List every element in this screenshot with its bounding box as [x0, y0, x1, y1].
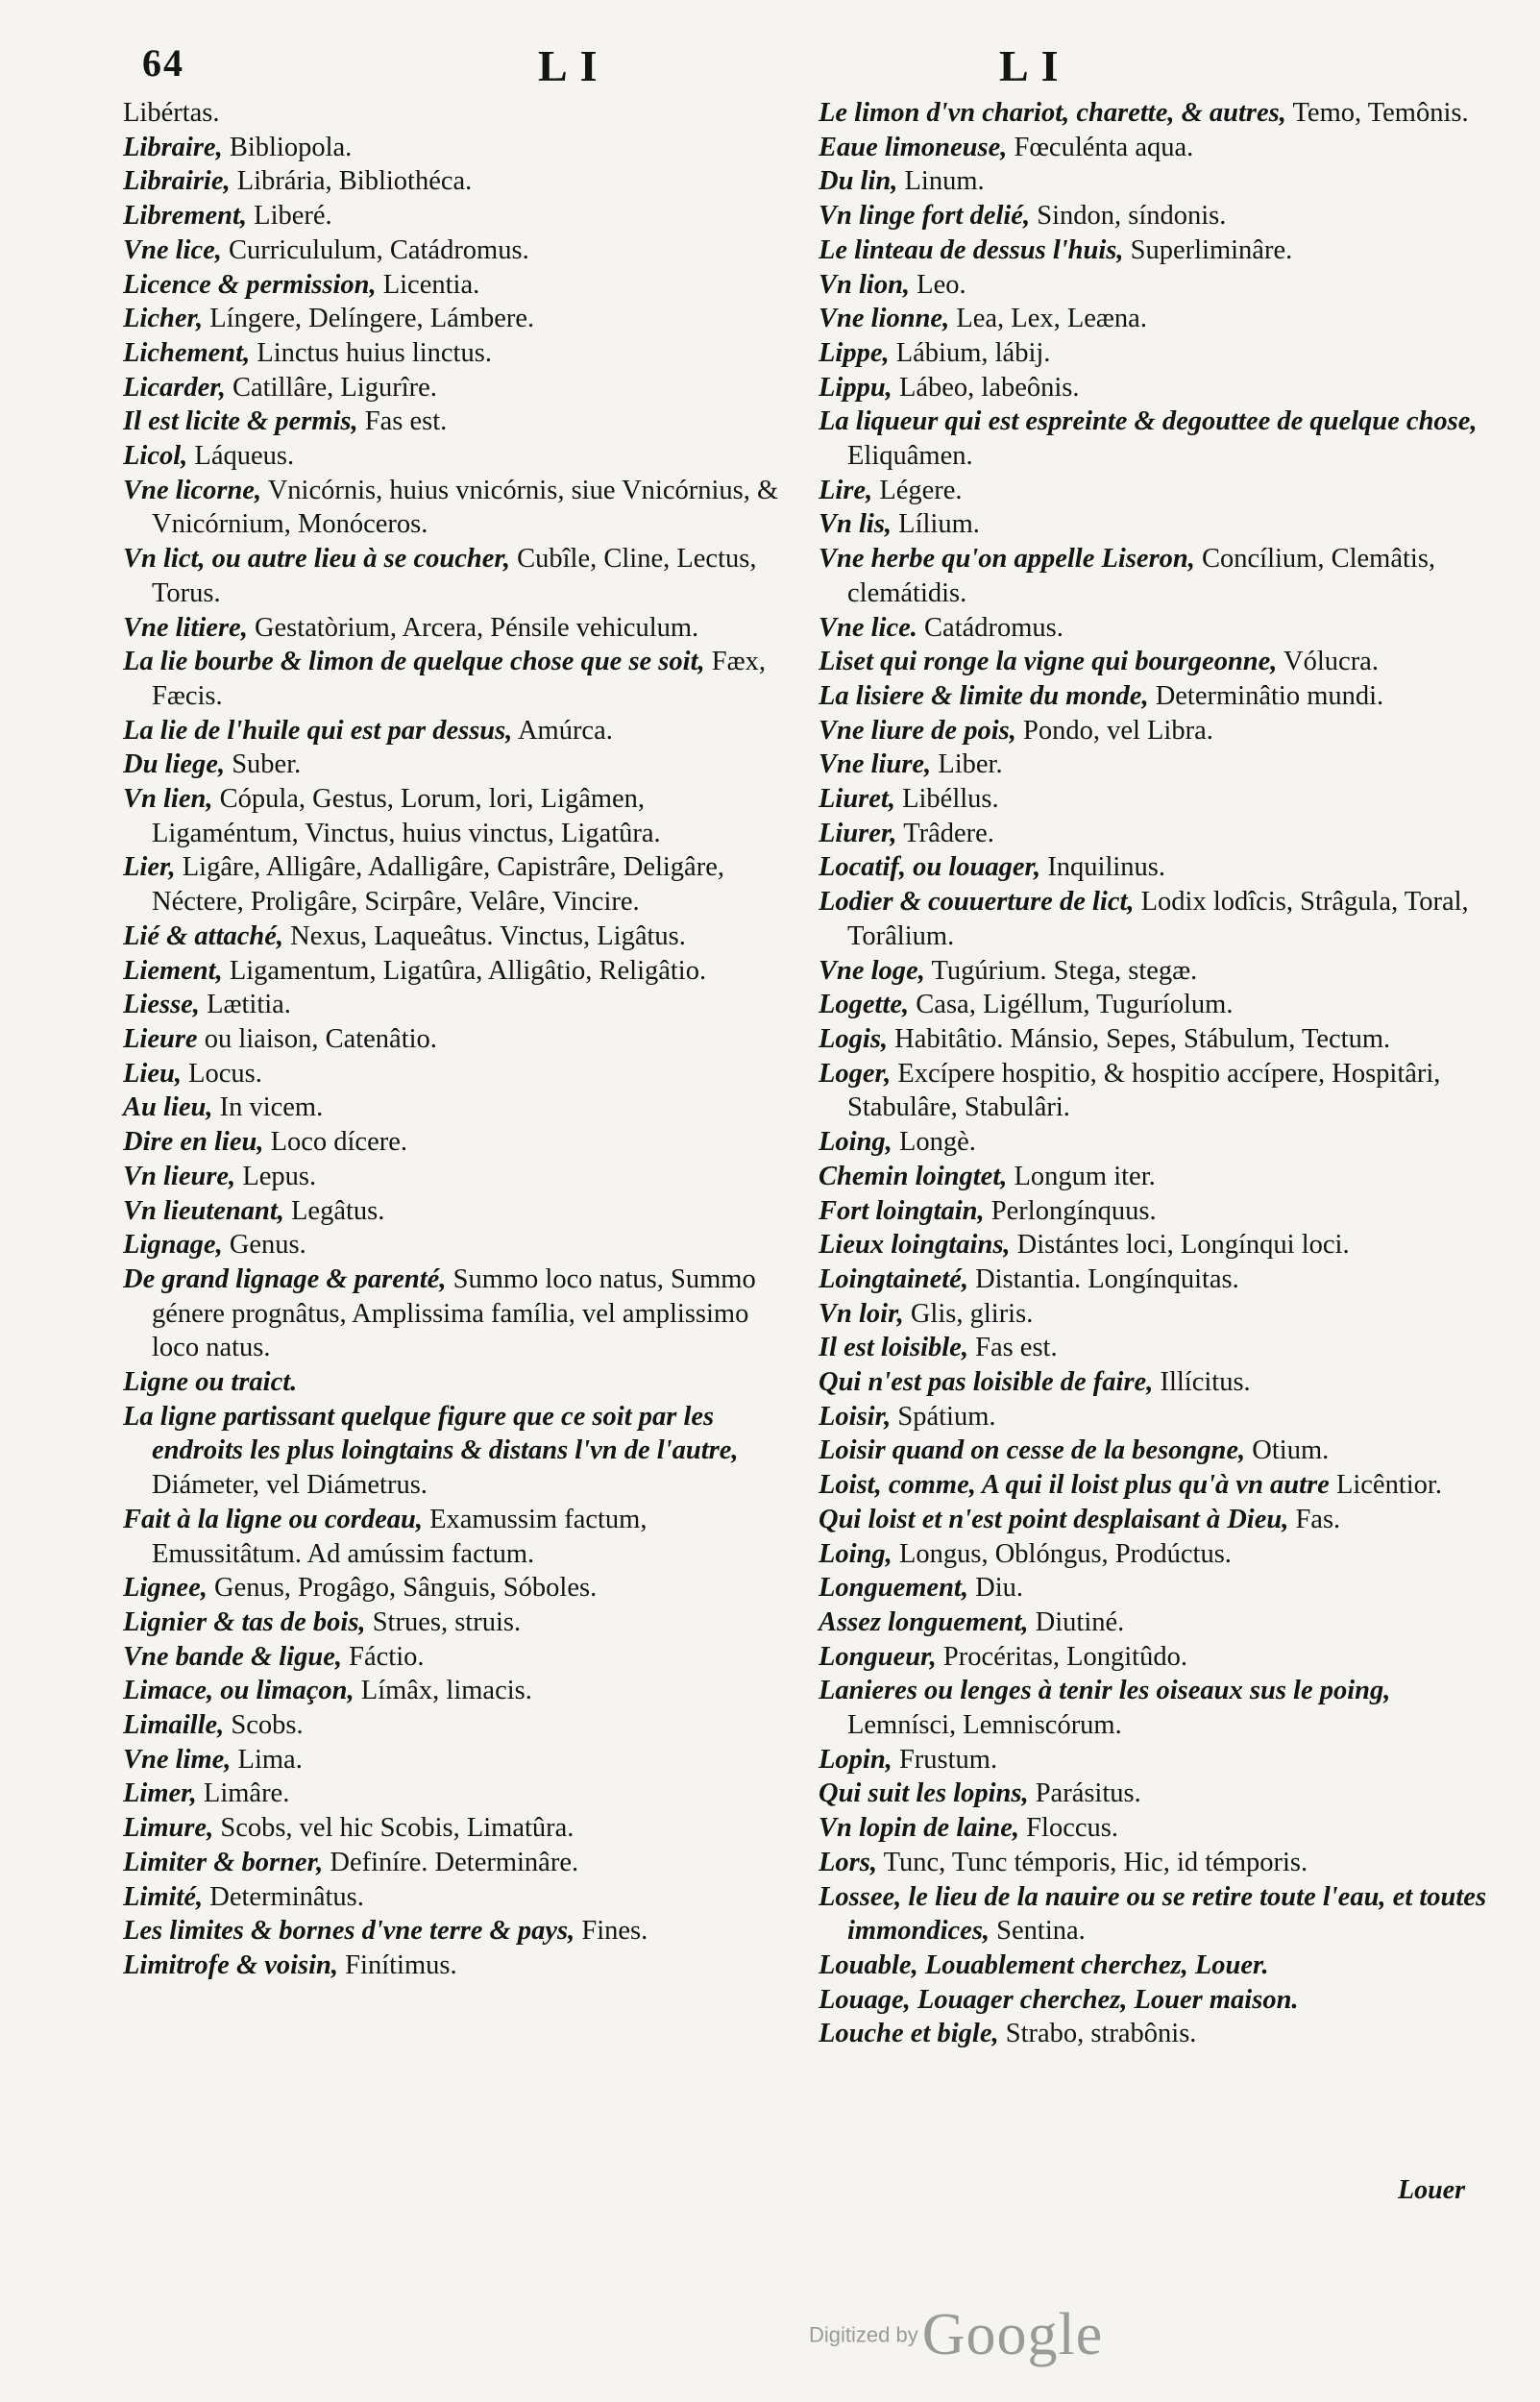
dictionary-entry [819, 1777, 1501, 1811]
dictionary-entry [819, 507, 1501, 542]
dictionary-entry [123, 1640, 795, 1675]
dictionary-entry [819, 714, 1501, 748]
french-headword: La lie bourbe & limon de quelque chose que se soit, [123, 647, 705, 677]
latin-equivalent: Inquilinus. [1047, 852, 1166, 883]
latin-equivalent: Floccus. [1026, 1813, 1118, 1844]
french-headword: De grand lignage & parenté, [123, 1263, 447, 1294]
french-headword: Fort loingtain, [819, 1195, 985, 1226]
latin-equivalent: Lábeo, labeônis. [898, 372, 1080, 403]
latin-equivalent: Finítimus. [345, 1949, 457, 1980]
french-headword: Assez longuement, [819, 1606, 1029, 1637]
latin-equivalent: ou liaison, Catenâtio. [204, 1023, 437, 1054]
french-headword: Vn lion, [819, 269, 911, 300]
dictionary-entry [819, 1811, 1501, 1846]
dictionary-entry [123, 611, 795, 646]
running-head-right: L I [999, 41, 1061, 90]
latin-equivalent: Superliminâre. [1130, 234, 1293, 265]
dictionary-entry [819, 645, 1501, 679]
latin-equivalent: Fæx, Fæcis. [152, 647, 766, 711]
dictionary-entry [123, 1811, 795, 1846]
latin-equivalent: Curricululum, Catádromus. [229, 234, 529, 265]
french-headword: Les limites & bornes d'vne terre & pays, [123, 1916, 575, 1947]
dictionary-entry [819, 885, 1501, 953]
dictionary-entry [123, 954, 795, 989]
dictionary-entry [123, 1880, 795, 1915]
french-headword: Lippu, [819, 372, 892, 403]
french-headword: Qui n'est pas loisible de faire, [819, 1367, 1154, 1398]
french-headword: Lier, [123, 852, 176, 883]
latin-equivalent: Otium. [1252, 1435, 1330, 1466]
digitized-by-footer [809, 2301, 1103, 2369]
french-headword: Vne lionne, [819, 304, 950, 334]
latin-equivalent: Strabo, strabônis. [1005, 2019, 1197, 2049]
dictionary-entry [819, 164, 1501, 199]
latin-equivalent: Lætitia. [207, 990, 291, 1020]
dictionary-entry [819, 1503, 1501, 1537]
french-headword: Limer, [123, 1778, 197, 1809]
french-headword: Loisir quand on cesse de la besongne, [819, 1435, 1246, 1466]
french-headword: Librement, [123, 201, 248, 232]
french-headword: Lignage, [123, 1230, 223, 1261]
dictionary-entry [819, 817, 1501, 851]
dictionary-entry [123, 988, 795, 1022]
latin-equivalent: Fáctio. [349, 1641, 425, 1672]
latin-equivalent: Bibliopola. [229, 132, 353, 162]
latin-equivalent: Légere. [879, 475, 963, 505]
french-headword: Liurer, [819, 818, 897, 848]
digitized-by-text: Digitized by [809, 2322, 918, 2347]
latin-equivalent: Pondo, vel Libra. [1022, 715, 1213, 746]
french-headword: Licarder, [123, 372, 226, 403]
latin-equivalent: Procéritas, Longitûdo. [942, 1641, 1187, 1672]
french-headword: Louage, Louager cherchez, Louer maison. [819, 1984, 1299, 2015]
french-headword: Logette, [819, 990, 910, 1020]
latin-equivalent: Láqueus. [194, 441, 295, 472]
latin-equivalent: Cópula, Gestus, Lorum, lori, Ligâmen, Ligaméntum, Vinctus, huius vinctus, Ligatûra. [152, 784, 661, 848]
latin-equivalent: Libértas. [123, 98, 220, 128]
french-headword: Le linteau de dessus l'huis, [819, 234, 1124, 265]
latin-equivalent: Glis, gliris. [910, 1298, 1034, 1329]
dictionary-entry [819, 131, 1501, 165]
french-headword: Loger, [819, 1058, 892, 1089]
left-column [123, 96, 795, 1983]
latin-equivalent: Suber. [232, 749, 302, 780]
latin-equivalent: Trâdere. [903, 818, 994, 848]
dictionary-entry [819, 2017, 1501, 2051]
latin-equivalent: Parásitus. [1035, 1778, 1141, 1809]
french-headword: Longuement, [819, 1573, 968, 1604]
latin-equivalent: Legâtus. [291, 1195, 385, 1226]
dictionary-entry [819, 199, 1501, 233]
dictionary-entry [123, 1503, 795, 1571]
french-headword: Logis, [819, 1023, 889, 1054]
french-headword: Loing, [819, 1538, 892, 1569]
french-headword: Lichement, [123, 337, 251, 368]
dictionary-entry [819, 1331, 1501, 1365]
dictionary-entry [123, 1365, 795, 1400]
dictionary-entry [819, 96, 1501, 131]
latin-equivalent: Libéllus. [902, 784, 999, 815]
french-headword: Liement, [123, 955, 223, 986]
latin-equivalent: Strues, struis. [372, 1606, 522, 1637]
latin-equivalent: Liberé. [254, 201, 332, 232]
french-headword: Vn lict, ou autre lieu à se coucher, [123, 544, 510, 575]
french-headword: Vn loir, [819, 1298, 904, 1329]
french-headword: Vne litiere, [123, 612, 248, 643]
dictionary-entry [819, 371, 1501, 405]
french-headword: Vn lieutenant, [123, 1195, 284, 1226]
french-headword: Limitrofe & voisin, [123, 1949, 339, 1980]
latin-equivalent: Catádromus. [924, 612, 1063, 643]
dictionary-entry [123, 542, 795, 610]
dictionary-entry [123, 164, 795, 199]
french-headword: Lippe, [819, 337, 890, 368]
latin-equivalent: Perlongínquus. [990, 1195, 1157, 1226]
dictionary-entry [123, 233, 795, 268]
latin-equivalent: Examussim factum, Emussitâtum. Ad amússim factum. [152, 1504, 648, 1569]
latin-equivalent: Lemnísci, Lemniscórum. [847, 1710, 1122, 1741]
french-headword: Lodier & couuerture de lict, [819, 887, 1135, 918]
latin-equivalent: Genus, Progâgo, Sânguis, Sóboles. [213, 1573, 598, 1604]
latin-equivalent: Fas est. [364, 406, 448, 437]
dictionary-entry [819, 1434, 1501, 1468]
dictionary-entry [819, 1057, 1501, 1125]
latin-equivalent: Summo loco natus, Summo génere prognâtus, Amplissima família, vel amplissimo loco natus. [152, 1263, 756, 1363]
dictionary-entry [819, 336, 1501, 371]
dictionary-entry [123, 748, 795, 782]
dictionary-entry [819, 1194, 1501, 1229]
french-headword: Au lieu, [123, 1092, 213, 1123]
dictionary-entry [819, 1022, 1501, 1057]
latin-equivalent: Fines. [581, 1916, 648, 1947]
french-headword: Eaue limoneuse, [819, 132, 1008, 162]
dictionary-entry [123, 645, 795, 713]
dictionary-entry [123, 96, 795, 131]
french-headword: Lié & attaché, [123, 920, 284, 951]
latin-equivalent: Illícitus. [1160, 1367, 1251, 1398]
dictionary-entry [123, 1125, 795, 1160]
latin-equivalent: Lima. [237, 1744, 303, 1775]
french-headword: Limiter & borner, [123, 1847, 324, 1877]
french-headword: Vne liure, [819, 749, 932, 780]
latin-equivalent: Sentina. [996, 1916, 1086, 1947]
dictionary-entry [819, 302, 1501, 336]
french-headword: Loing, [819, 1127, 892, 1158]
google-logo: Google [921, 2302, 1104, 2367]
dictionary-entry [123, 1743, 795, 1777]
french-headword: Vn linge fort delié, [819, 201, 1031, 232]
latin-equivalent: Sindon, síndonis. [1037, 201, 1227, 232]
french-headword: Louable, Louablement cherchez, Louer. [819, 1949, 1269, 1980]
french-headword: Lors, [819, 1847, 877, 1877]
latin-equivalent: Longum iter. [1014, 1161, 1156, 1191]
dictionary-entry [819, 1571, 1501, 1605]
latin-equivalent: Diu. [975, 1573, 1023, 1604]
dictionary-entry [819, 954, 1501, 989]
french-headword: Lire, [819, 475, 873, 505]
french-headword: Licol, [123, 441, 188, 472]
latin-equivalent: Lea, Lex, Leæna. [956, 304, 1147, 334]
dictionary-entry [819, 611, 1501, 646]
french-headword: Loingtaineté, [819, 1263, 968, 1294]
dictionary-entry [123, 268, 795, 303]
latin-equivalent: Amúrca. [517, 715, 613, 746]
latin-equivalent: Ligâre, Alligâre, Adalligâre, Capistrâre, Deligâre, Néctere, Proligâre, Scirpâre, Velâre, Vincire. [152, 852, 724, 918]
latin-equivalent: Temo, Temônis. [1292, 98, 1469, 128]
dictionary-entry [123, 1228, 795, 1262]
french-headword: Vne bande & ligue, [123, 1641, 343, 1672]
french-headword: Vne licorne, [123, 475, 262, 505]
french-headword: Lignier & tas de bois, [123, 1606, 366, 1637]
dictionary-entry [819, 1160, 1501, 1194]
french-headword: Licence & permission, [123, 269, 377, 300]
dictionary-entry [819, 1605, 1501, 1640]
dictionary-entry [819, 1640, 1501, 1675]
latin-equivalent: Limâre. [203, 1778, 290, 1809]
dictionary-entry [123, 850, 795, 919]
french-headword: Le limon d'vn chariot, charette, & autres, [819, 98, 1286, 128]
french-headword: Longueur, [819, 1641, 937, 1672]
french-headword: Lieure [123, 1023, 198, 1054]
french-headword: Vne lice, [123, 234, 222, 265]
dictionary-entry [123, 1571, 795, 1605]
french-headword: Liesse, [123, 990, 200, 1020]
dictionary-entry [819, 1228, 1501, 1262]
dictionary-entry [123, 199, 795, 233]
dictionary-entry [819, 404, 1501, 473]
dictionary-entry [819, 1846, 1501, 1880]
dictionary-entry [819, 1400, 1501, 1434]
latin-equivalent: Locus. [188, 1058, 262, 1089]
dictionary-entry [123, 371, 795, 405]
dictionary-entry [819, 988, 1501, 1022]
latin-equivalent: Límâx, limacis. [360, 1676, 532, 1706]
latin-equivalent: Eliquâmen. [847, 441, 973, 472]
latin-equivalent: Longus, Oblóngus, Prodúctus. [898, 1538, 1232, 1569]
dictionary-entry [819, 233, 1501, 268]
latin-equivalent: Lodix lodîcis, Strâgula, Toral, Torâlium. [847, 887, 1469, 951]
dictionary-entry [819, 1297, 1501, 1332]
latin-equivalent: Loco dícere. [270, 1127, 407, 1158]
french-headword: Du liege, [123, 749, 226, 780]
latin-equivalent: Distántes loci, Longínqui loci. [1016, 1230, 1350, 1261]
french-headword: Locatif, ou louager, [819, 852, 1041, 883]
latin-equivalent: Licêntior. [1335, 1470, 1442, 1501]
latin-equivalent: Determinâtio mundi. [1155, 680, 1384, 711]
dictionary-entry [819, 474, 1501, 508]
latin-equivalent: Scobs, vel hic Scobis, Limatûra. [220, 1813, 574, 1844]
latin-equivalent: Catillâre, Ligurîre. [232, 372, 437, 403]
latin-equivalent: Lábium, lábij. [895, 337, 1051, 368]
dictionary-entry [123, 919, 795, 954]
french-headword: Limaille, [123, 1710, 225, 1741]
dictionary-entry [819, 1365, 1501, 1400]
latin-equivalent: Ligamentum, Ligatûra, Alligâtio, Religâtio. [229, 955, 707, 986]
dictionary-entry [819, 748, 1501, 782]
french-headword: Qui suit les lopins, [819, 1778, 1029, 1809]
dictionary-entry [123, 336, 795, 371]
french-headword: Du lin, [819, 166, 898, 197]
dictionary-entry [123, 1605, 795, 1640]
latin-equivalent: Vnicórnis, huius vnicórnis, siue Vnicórnius, & Vnicórnium, Monóceros. [152, 475, 779, 540]
french-headword: Limace, ou limaçon, [123, 1676, 354, 1706]
dictionary-entry [819, 1949, 1501, 1983]
dictionary-entry [123, 1057, 795, 1091]
french-headword: Liuret, [819, 784, 895, 815]
latin-equivalent: Excípere hospitio, & hospitio accípere, Hospitâri, Stabulâre, Stabulâri. [847, 1058, 1441, 1123]
french-headword: La lie de l'huile qui est par dessus, [123, 715, 513, 746]
dictionary-entry [819, 679, 1501, 714]
dictionary-entry [123, 1262, 795, 1365]
french-headword: Vn lieure, [123, 1161, 236, 1191]
catchword: Louer [1398, 2175, 1465, 2205]
dictionary-entry [123, 1674, 795, 1708]
latin-equivalent: Gestatòrium, Arcera, Pénsile vehiculum. [254, 612, 699, 643]
french-headword: Vn lopin de laine, [819, 1813, 1020, 1844]
latin-equivalent: Liber. [938, 749, 1003, 780]
french-headword: Lieux loingtains, [819, 1230, 1011, 1261]
french-headword: Vn lien, [123, 784, 213, 815]
dictionary-entry [123, 1708, 795, 1743]
latin-equivalent: Nexus, Laqueâtus. Vinctus, Ligâtus. [290, 920, 686, 951]
dictionary-entry [123, 302, 795, 336]
dictionary-entry [123, 1914, 795, 1949]
latin-equivalent: Definíre. Determinâre. [330, 1847, 579, 1877]
dictionary-entry [123, 474, 795, 542]
latin-equivalent: Leo. [917, 269, 966, 300]
latin-equivalent: Librária, Bibliothéca. [236, 166, 473, 197]
latin-equivalent: Lepus. [242, 1161, 317, 1191]
french-headword: Lossee, le lieu de la nauire ou se retire toute l'eau, et toutes immondices, [819, 1881, 1487, 1947]
latin-equivalent: Fas est. [975, 1333, 1058, 1363]
french-headword: Vne liure de pois, [819, 715, 1016, 746]
dictionary-entry [819, 782, 1501, 817]
dictionary-entry [123, 1160, 795, 1194]
latin-equivalent: Scobs. [231, 1710, 304, 1741]
latin-equivalent: Linctus huius linctus. [257, 337, 492, 368]
french-headword: Qui loist et n'est point desplaisant à Dieu, [819, 1504, 1289, 1534]
french-headword: Limure, [123, 1813, 214, 1844]
latin-equivalent: Fœculénta aqua. [1014, 132, 1194, 162]
french-headword: Limité, [123, 1881, 204, 1912]
french-headword: Chemin loingtet, [819, 1161, 1008, 1191]
french-headword: Ligne ou traict. [123, 1367, 298, 1398]
french-headword: Licher, [123, 304, 204, 334]
latin-equivalent: Linum. [904, 166, 985, 197]
french-headword: Il est loisible, [819, 1333, 968, 1363]
french-headword: La lisiere & limite du monde, [819, 680, 1149, 711]
dictionary-entry [819, 542, 1501, 610]
dictionary-entry [123, 131, 795, 165]
dictionary-entry [819, 1880, 1501, 1949]
latin-equivalent: In vicem. [219, 1092, 324, 1123]
french-headword: Dire en lieu, [123, 1127, 264, 1158]
latin-equivalent: Genus. [229, 1230, 306, 1261]
latin-equivalent: Fas. [1295, 1504, 1341, 1534]
latin-equivalent: Tugúrium. Stega, stegæ. [931, 955, 1198, 986]
latin-equivalent: Spátium. [897, 1401, 996, 1432]
dictionary-entry [123, 1846, 795, 1880]
latin-equivalent: Lílium. [898, 509, 980, 540]
dictionary-entry [819, 1537, 1501, 1572]
french-headword: La liqueur qui est espreinte & degouttee de quelque chose, [819, 406, 1478, 437]
french-headword: Il est licite & permis, [123, 406, 358, 437]
dictionary-entry [819, 1743, 1501, 1777]
dictionary-entry [819, 1468, 1501, 1503]
latin-equivalent: Tunc, Tunc témporis, Hic, id témporis. [883, 1847, 1308, 1877]
french-headword: Librairie, [123, 166, 231, 197]
latin-equivalent: Vólucra. [1283, 647, 1379, 677]
latin-equivalent: Licentia. [382, 269, 480, 300]
latin-equivalent: Cubîle, Cline, Lectus, Torus. [152, 544, 757, 608]
french-headword: Libraire, [123, 132, 223, 162]
dictionary-entry [819, 1674, 1501, 1742]
french-headword: Fait à la ligne ou cordeau, [123, 1504, 423, 1534]
french-headword: Vne lice. [819, 612, 917, 643]
latin-equivalent: Diutiné. [1035, 1606, 1125, 1637]
french-headword: Loist, comme, A qui il loist plus qu'à vn autre [819, 1470, 1330, 1501]
french-headword: Lopin, [819, 1744, 892, 1775]
latin-equivalent: Distantia. Longínquitas. [975, 1263, 1239, 1294]
french-headword: Loisir, [819, 1401, 892, 1432]
dictionary-entry [123, 439, 795, 474]
dictionary-entry [819, 1983, 1501, 2018]
french-headword: Louche et bigle, [819, 2019, 999, 2049]
dictionary-entry [123, 1400, 795, 1503]
french-headword: Liset qui ronge la vigne qui bourgeonne, [819, 647, 1278, 677]
dictionary-entry [819, 268, 1501, 303]
dictionary-entry [123, 1022, 795, 1057]
french-headword: Vne loge, [819, 955, 925, 986]
dictionary-entry [123, 404, 795, 439]
french-headword: Vne herbe qu'on appelle Liseron, [819, 544, 1195, 575]
french-headword: Lignee, [123, 1573, 208, 1604]
page-number: 64 [142, 41, 184, 85]
latin-equivalent: Concílium, Clemâtis, clemátidis. [847, 544, 1436, 608]
french-headword: Vne lime, [123, 1744, 232, 1775]
latin-equivalent: Determinâtus. [209, 1881, 364, 1912]
french-headword: Lieu, [123, 1058, 182, 1089]
dictionary-entry [123, 1091, 795, 1125]
dictionary-entry [123, 782, 795, 850]
running-head-left: L I [538, 41, 599, 90]
latin-equivalent: Habitâtio. Mánsio, Sepes, Stábulum, Tectum. [894, 1023, 1391, 1054]
dictionary-entry [819, 850, 1501, 885]
latin-equivalent: Casa, Ligéllum, Tuguríolum. [916, 990, 1234, 1020]
latin-equivalent: Língere, Delíngere, Lámbere. [209, 304, 535, 334]
french-headword: La ligne partissant quelque figure que ce soit par les endroits les plus loingtains & distans l'vn de l'autre, [123, 1401, 739, 1466]
dictionary-entry [123, 714, 795, 748]
latin-equivalent: Longè. [898, 1127, 976, 1158]
dictionary-entry [819, 1262, 1501, 1297]
latin-equivalent: Frustum. [898, 1744, 998, 1775]
right-column [819, 96, 1501, 2051]
dictionary-entry [123, 1194, 795, 1229]
french-headword: Vn lis, [819, 509, 892, 540]
french-headword: Lanieres ou lenges à tenir les oiseaux sus le poing, [819, 1676, 1391, 1706]
latin-equivalent: Diámeter, vel Diámetrus. [152, 1470, 428, 1501]
dictionary-entry [123, 1949, 795, 1983]
dictionary-entry [819, 1125, 1501, 1160]
dictionary-entry [123, 1777, 795, 1811]
